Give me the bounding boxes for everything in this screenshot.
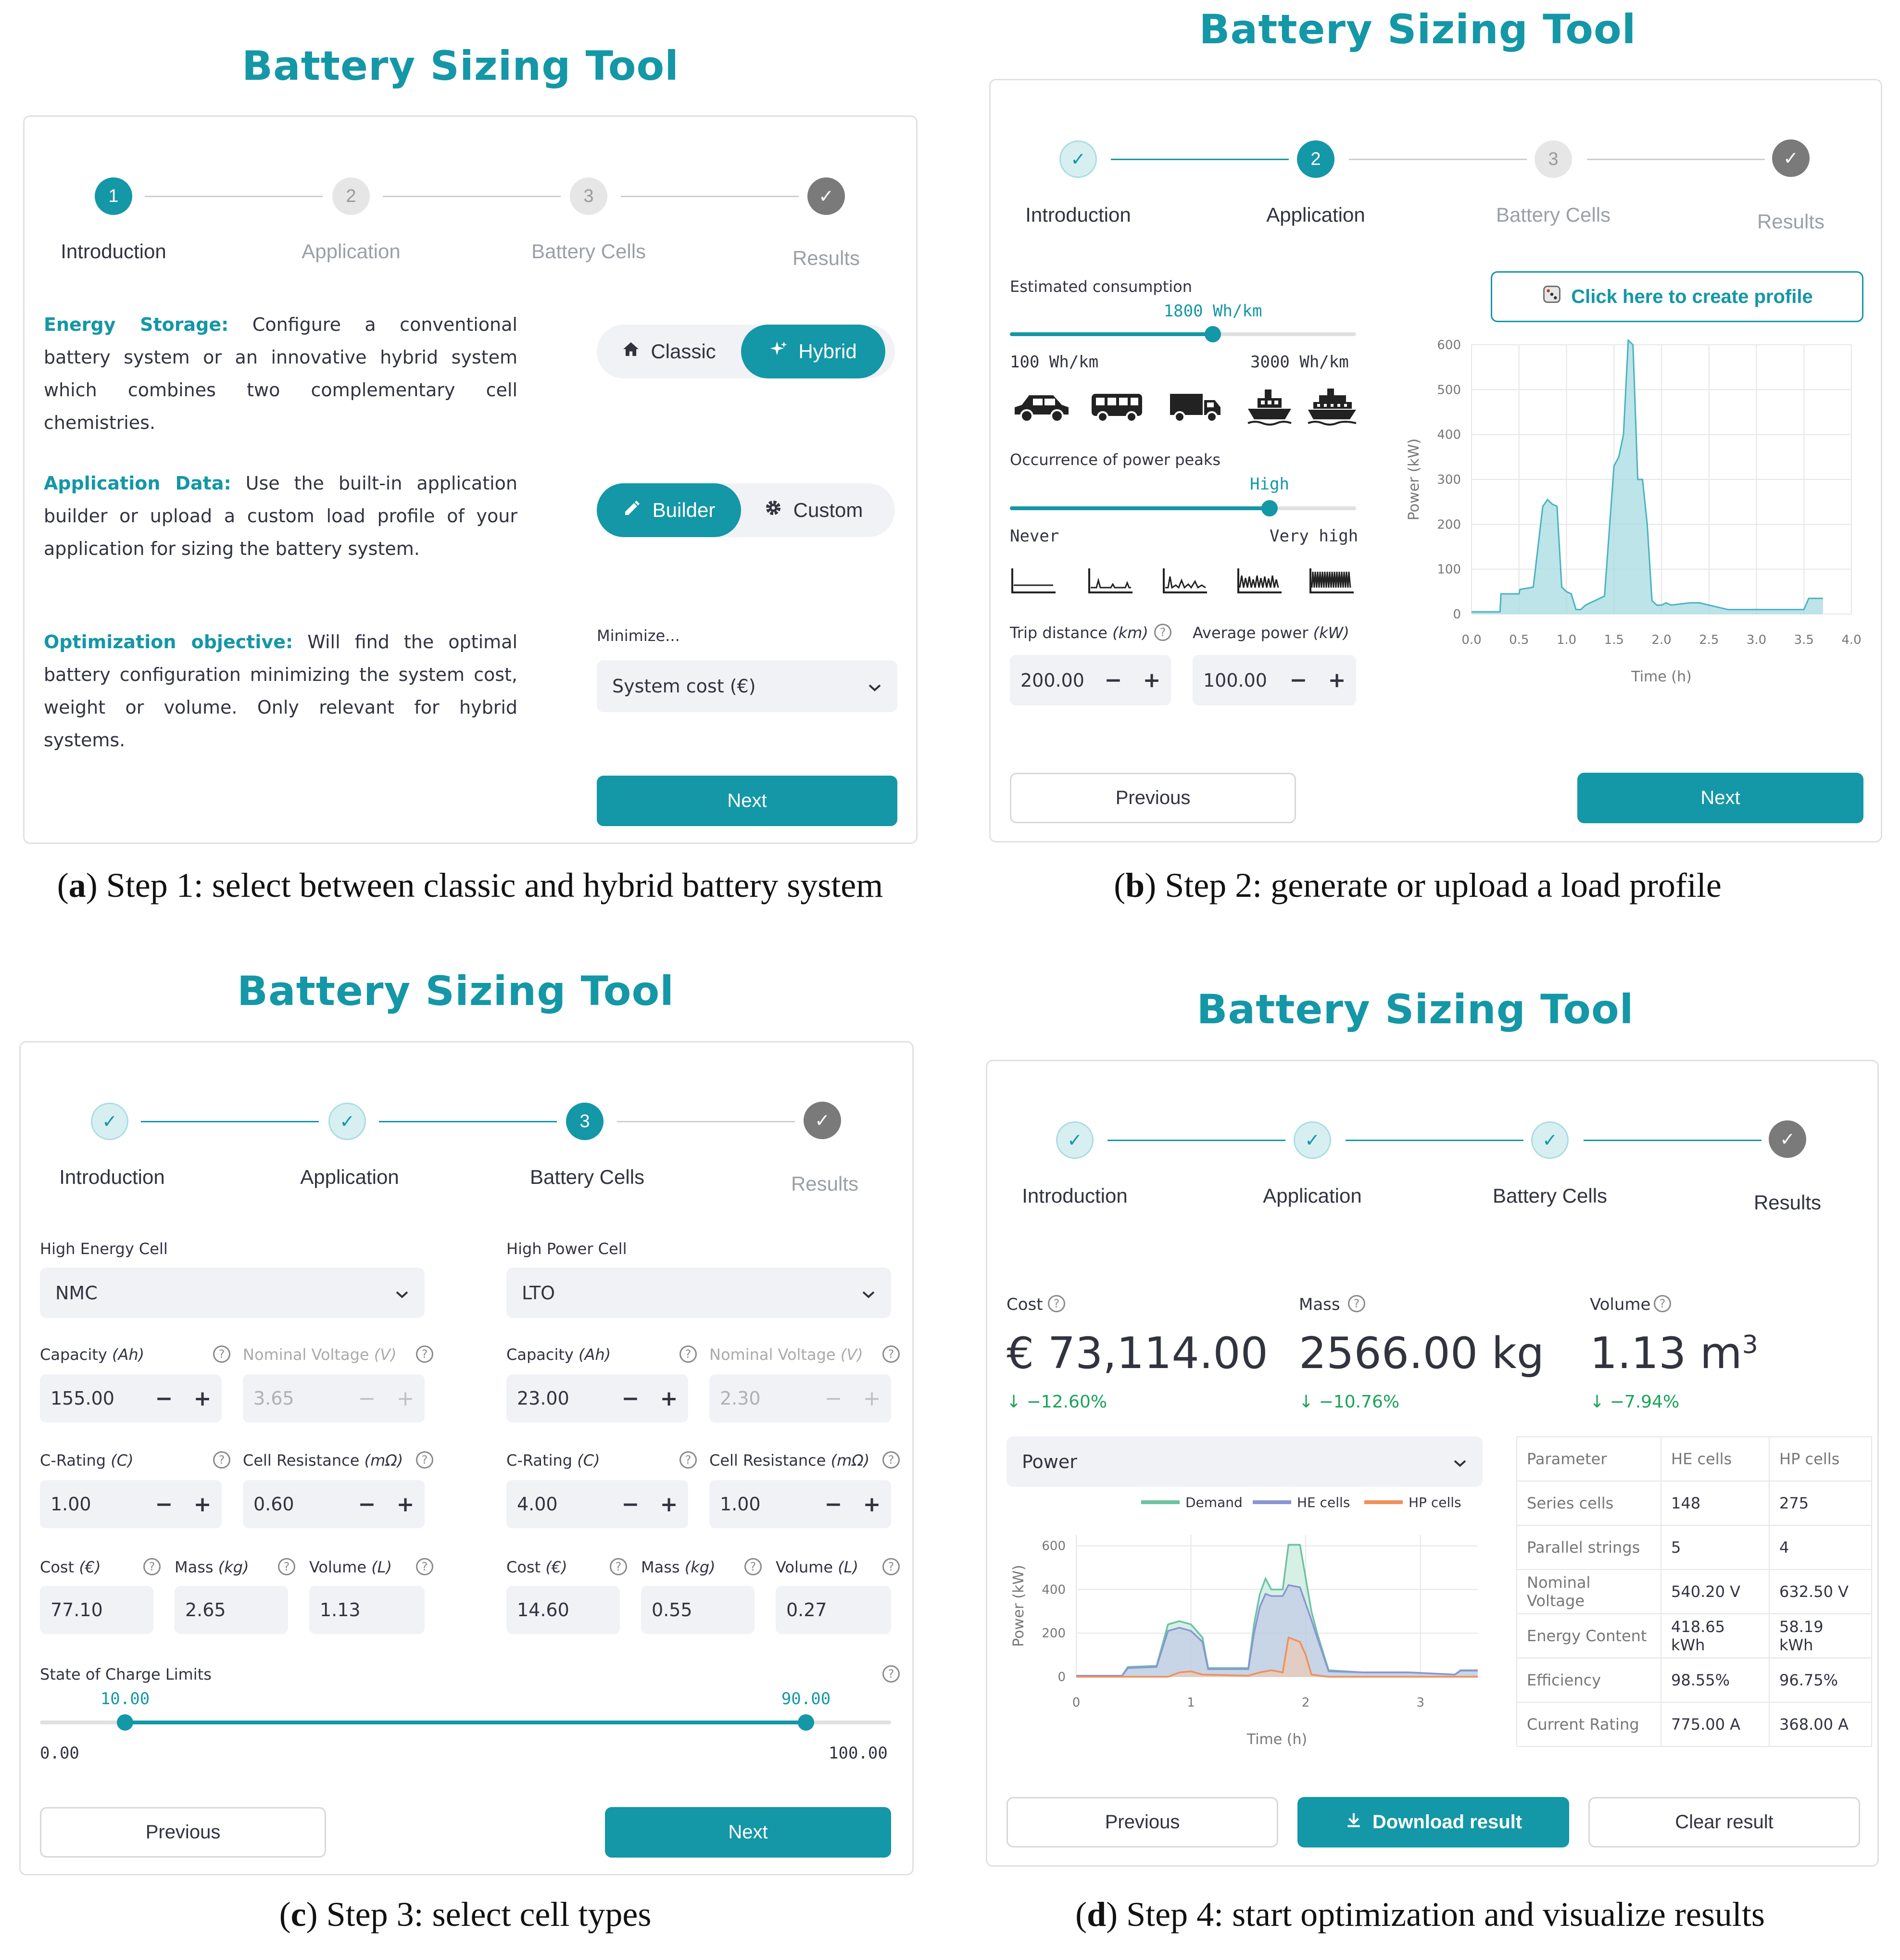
consumption-slider-fill xyxy=(1010,332,1213,336)
cost-label: Cost xyxy=(1007,1295,1043,1314)
step-connector xyxy=(383,196,561,197)
results-table xyxy=(1516,1436,1872,1747)
wizard-card xyxy=(19,1041,914,1875)
table-cell: Series cells xyxy=(1517,1481,1661,1525)
y-tick-label: 0 xyxy=(1057,1670,1066,1684)
step-2-circle[interactable]: 2 xyxy=(1297,140,1334,178)
he-cost-label: Cost (€) xyxy=(40,1558,101,1576)
caption-b: (b) Step 2: generate or upload a load profile xyxy=(1114,866,1722,905)
y-tick-label: 600 xyxy=(1437,338,1461,352)
he-volume-label: Volume (L) xyxy=(309,1558,392,1576)
table-cell: 96.75% xyxy=(1769,1658,1872,1702)
step-connector xyxy=(621,196,799,197)
step-label-application: Application xyxy=(1263,1184,1362,1207)
he-mass-label: Mass (kg) xyxy=(175,1558,249,1576)
minimize-label: Minimize... xyxy=(597,627,680,645)
arrow-down-icon: ↓ xyxy=(1590,1392,1605,1412)
he-volume-input[interactable]: 1.13 xyxy=(309,1586,425,1634)
increment-button[interactable]: + xyxy=(660,1492,678,1517)
tool-title: Battery Sizing Tool xyxy=(242,42,679,89)
soc-label: State of Charge Limits xyxy=(40,1665,212,1684)
load-profile-chart xyxy=(1406,330,1875,725)
he-voltage-input: 3.65 − + xyxy=(243,1374,425,1422)
few-peaks-icon[interactable] xyxy=(1087,566,1135,597)
help-icon[interactable]: ? xyxy=(744,1558,762,1575)
tool-title: Battery Sizing Tool xyxy=(1196,986,1634,1033)
x-tick-label: 3.0 xyxy=(1746,633,1767,647)
series-area xyxy=(1076,1585,1478,1677)
table-cell: 58.19 kWh xyxy=(1769,1614,1872,1658)
table-header-row xyxy=(1517,1437,1872,1481)
hp-capacity-label: Capacity (Ah) xyxy=(506,1345,611,1364)
table-cell: 275 xyxy=(1769,1481,1872,1525)
peaks-slider-handle[interactable] xyxy=(1261,500,1278,516)
results-check-icon[interactable]: ✓ xyxy=(807,177,845,215)
y-tick-label: 400 xyxy=(1437,427,1461,442)
step-label-results: Results xyxy=(791,1172,859,1195)
step-connector xyxy=(1346,1140,1523,1141)
peaks-max: Very high xyxy=(1270,527,1359,546)
chevron-down-icon xyxy=(1453,1451,1467,1472)
arrow-down-icon: ↓ xyxy=(1007,1392,1021,1412)
step-connector xyxy=(1111,159,1289,160)
hp-resistance-input[interactable]: 1.00 − + xyxy=(709,1480,891,1528)
mass-label: Mass xyxy=(1299,1295,1340,1314)
soc-high-value: 90.00 xyxy=(781,1689,831,1709)
he-cost-input[interactable]: 77.10 xyxy=(40,1586,153,1634)
optimization-text: Optimization objective: Will find the optimal battery configuration minimizing the system cost, weight or volume. Only relevant for hybrid systems. xyxy=(44,631,517,751)
profile-source-toggle xyxy=(597,483,895,537)
step-connector xyxy=(141,1121,319,1122)
energy-storage-text: Energy Storage: Configure a conventional battery system or an innovative hybrid system which combines two complementary cell chemistries. xyxy=(44,314,517,433)
results-check-icon[interactable]: ✓ xyxy=(1769,1120,1806,1158)
hp-mass-label: Mass (kg) xyxy=(641,1558,716,1576)
hp-volume-label: Volume (L) xyxy=(776,1558,858,1576)
very-many-peaks-icon[interactable] xyxy=(1308,566,1356,597)
table-row xyxy=(1517,1481,1872,1525)
legend-label: HE cells xyxy=(1297,1495,1350,1510)
wizard-card xyxy=(989,79,1882,842)
hp-resistance-label: Cell Resistance (mΩ) xyxy=(709,1451,870,1470)
step-label-results: Results xyxy=(1753,1191,1822,1214)
caption-a: (a) Step 1: select between classic and hybrid battery system xyxy=(57,866,883,905)
step-label-battery-cells: Battery Cells xyxy=(531,240,646,263)
wizard-card xyxy=(986,1060,1879,1867)
step-label-introduction: Introduction xyxy=(59,1166,165,1188)
decrement-button[interactable]: − xyxy=(1104,668,1122,692)
x-tick-label: 2 xyxy=(1301,1696,1310,1710)
tool-title: Battery Sizing Tool xyxy=(237,967,674,1015)
he-cell-select[interactable]: NMC xyxy=(40,1268,425,1318)
hp-cell-select[interactable]: LTO xyxy=(506,1268,891,1318)
step-1-check-icon[interactable]: ✓ xyxy=(91,1103,128,1140)
help-icon[interactable]: ? xyxy=(143,1558,161,1575)
step-label-results: Results xyxy=(792,247,860,269)
volume-value: 1.13 $m^3$ xyxy=(1590,1328,1758,1379)
trip-distance-label: Trip distance (km) xyxy=(1010,624,1148,642)
increment-button[interactable]: + xyxy=(396,1492,415,1517)
hp-cost-input[interactable]: 14.60 xyxy=(506,1586,620,1634)
step-3-circle[interactable]: 3 xyxy=(566,1103,604,1140)
previous-button[interactable]: Previous xyxy=(40,1807,326,1858)
chevron-down-icon xyxy=(868,676,882,697)
soc-low-handle[interactable] xyxy=(117,1714,133,1731)
caption-d: (d) Step 4: start optimization and visualize results xyxy=(1075,1895,1765,1934)
he-crate-input[interactable]: 1.00 − + xyxy=(40,1480,222,1528)
table-cell: Energy Content xyxy=(1517,1614,1661,1658)
table-cell: 5 xyxy=(1661,1525,1769,1570)
many-peaks-icon[interactable] xyxy=(1236,566,1284,597)
decrement-button[interactable]: − xyxy=(824,1492,843,1517)
step-label-introduction: Introduction xyxy=(1025,203,1131,226)
increment-button[interactable]: + xyxy=(193,1492,212,1517)
legend-label: HP cells xyxy=(1409,1495,1461,1510)
decrement-button[interactable]: − xyxy=(1289,668,1308,692)
help-icon[interactable]: ? xyxy=(679,1345,697,1363)
hp-voltage-label: Nominal Voltage (V) xyxy=(709,1345,863,1364)
custom-button[interactable]: Custom xyxy=(741,483,885,537)
help-icon[interactable]: ? xyxy=(1654,1295,1671,1312)
help-icon[interactable]: ? xyxy=(416,1451,433,1469)
step-label-battery-cells: Battery Cells xyxy=(1496,203,1611,226)
help-icon[interactable]: ? xyxy=(1048,1295,1065,1312)
he-crate-label: C-Rating (C) xyxy=(40,1451,134,1470)
chevron-down-icon xyxy=(861,1282,876,1304)
cost-delta: ↓ −12.60% xyxy=(1007,1392,1107,1412)
x-tick-label: 2.0 xyxy=(1651,633,1672,647)
step-connector xyxy=(1584,1140,1762,1141)
hp-volume-input[interactable]: 0.27 xyxy=(776,1586,891,1634)
table-row xyxy=(1517,1658,1872,1702)
hp-crate-label: C-Rating (C) xyxy=(506,1451,600,1470)
volume-delta: ↓ −7.94% xyxy=(1590,1392,1680,1412)
table-header-cell: HP cells xyxy=(1769,1437,1872,1481)
table-cell: 632.50 V xyxy=(1769,1570,1872,1614)
previous-button[interactable]: Previous xyxy=(1007,1797,1278,1847)
previous-button[interactable]: Previous xyxy=(1010,773,1296,823)
caption-c: (c) Step 3: select cell types xyxy=(279,1895,652,1934)
consumption-min: 100 Wh/km xyxy=(1010,352,1099,372)
some-peaks-icon[interactable] xyxy=(1161,566,1209,597)
hp-mass-input[interactable]: 0.55 xyxy=(641,1586,755,1634)
step-2-check-icon[interactable]: ✓ xyxy=(328,1103,366,1140)
soc-max: 100.00 xyxy=(829,1744,888,1763)
help-icon[interactable]: ? xyxy=(416,1558,433,1575)
help-icon[interactable]: ? xyxy=(679,1451,697,1469)
help-icon[interactable]: ? xyxy=(416,1345,433,1363)
download-icon xyxy=(1345,1811,1363,1834)
y-tick-label: 300 xyxy=(1437,473,1461,487)
step-label-results: Results xyxy=(1757,210,1825,233)
storage-type-toggle xyxy=(597,325,895,378)
x-tick-label: 3.5 xyxy=(1794,633,1814,647)
decrement-button[interactable]: − xyxy=(621,1492,640,1517)
soc-slider-fill xyxy=(125,1721,806,1724)
peaks-min: Never xyxy=(1010,527,1059,546)
decrement-button: − xyxy=(358,1386,376,1411)
he-mass-input[interactable]: 2.65 xyxy=(175,1586,288,1634)
step-connector xyxy=(379,1121,557,1122)
decrement-button[interactable]: − xyxy=(621,1386,640,1411)
he-capacity-input[interactable]: 155.00 − + xyxy=(40,1374,222,1422)
step-connector xyxy=(1107,1140,1285,1141)
legend-label: Demand xyxy=(1185,1495,1243,1510)
table-row xyxy=(1517,1525,1872,1570)
y-tick-label: 0 xyxy=(1453,607,1461,622)
step-3-circle[interactable]: 3 xyxy=(570,177,607,215)
step-label-introduction: Introduction xyxy=(1022,1184,1128,1207)
next-button[interactable]: Next xyxy=(1577,773,1863,823)
bus-icon[interactable] xyxy=(1089,388,1145,429)
decrement-button[interactable]: − xyxy=(155,1492,173,1517)
increment-button: + xyxy=(396,1386,415,1411)
pencil-icon xyxy=(623,498,642,522)
no-peaks-icon[interactable] xyxy=(1010,566,1058,597)
step-label-application: Application xyxy=(300,1166,399,1188)
y-axis-label: Power (kW) xyxy=(1406,438,1422,521)
table-row xyxy=(1517,1702,1872,1746)
help-icon[interactable]: ? xyxy=(882,1345,900,1363)
dice-icon xyxy=(1541,284,1562,310)
increment-button[interactable]: + xyxy=(863,1492,881,1517)
truck-icon[interactable] xyxy=(1168,388,1223,429)
classic-button[interactable]: Classic xyxy=(597,325,741,378)
table-cell: 368.00 A xyxy=(1769,1702,1872,1746)
gear-icon xyxy=(764,498,783,522)
mass-value: 2566.00 kg xyxy=(1299,1328,1545,1379)
help-icon[interactable]: ? xyxy=(1348,1295,1365,1312)
trip-distance-input[interactable]: 200.00 − + xyxy=(1010,655,1171,705)
y-tick-label: 200 xyxy=(1437,517,1461,532)
home-icon xyxy=(622,340,640,363)
y-tick-label: 200 xyxy=(1042,1626,1066,1641)
y-tick-label: 100 xyxy=(1437,562,1461,577)
increment-button[interactable]: + xyxy=(1328,668,1346,692)
soc-low-value: 10.00 xyxy=(100,1689,150,1709)
help-icon[interactable]: ? xyxy=(610,1558,627,1575)
he-resistance-input[interactable]: 0.60 − + xyxy=(243,1480,425,1528)
peaks-slider-fill xyxy=(1010,506,1270,510)
decrement-button: − xyxy=(824,1386,843,1411)
he-resistance-label: Cell Resistance (mΩ) xyxy=(243,1451,403,1470)
tool-title: Battery Sizing Tool xyxy=(1199,6,1636,53)
y-tick-label: 600 xyxy=(1042,1539,1066,1554)
help-icon[interactable]: ? xyxy=(213,1451,230,1469)
x-tick-label: 4.0 xyxy=(1841,633,1862,647)
table-row xyxy=(1517,1614,1872,1658)
table-cell: 775.00 A xyxy=(1661,1702,1769,1746)
table-cell: 148 xyxy=(1661,1481,1769,1525)
application-data-text: Application Data: Use the built-in application builder or upload a custom load profile of your application for sizing the battery system. xyxy=(44,473,517,559)
x-tick-label: 1.0 xyxy=(1556,633,1577,647)
download-result-button[interactable]: Download result xyxy=(1297,1797,1569,1847)
panel-d xyxy=(950,938,1900,1960)
results-check-icon[interactable]: ✓ xyxy=(1772,139,1810,177)
sparkle-icon xyxy=(769,340,788,363)
results-check-icon[interactable]: ✓ xyxy=(804,1102,841,1139)
plot-select[interactable]: Power xyxy=(1007,1436,1483,1487)
table-cell: Parallel strings xyxy=(1517,1525,1661,1570)
step-3-circle[interactable]: 3 xyxy=(1535,140,1572,178)
hybrid-button[interactable]: Hybrid xyxy=(741,325,885,378)
x-axis-label: Time (h) xyxy=(1246,1731,1308,1748)
step-2-circle[interactable]: 2 xyxy=(332,177,370,215)
chevron-down-icon xyxy=(395,1282,409,1304)
x-tick-label: 0 xyxy=(1072,1696,1081,1710)
table-cell: Current Rating xyxy=(1517,1702,1661,1746)
hp-cost-label: Cost (€) xyxy=(506,1558,567,1576)
builder-button[interactable]: Builder xyxy=(597,483,741,537)
consumption-value: 1800 Wh/km xyxy=(1163,302,1262,321)
step-3-check-icon[interactable]: ✓ xyxy=(1531,1121,1569,1159)
help-icon[interactable]: ? xyxy=(882,1451,900,1469)
hp-crate-input[interactable]: 4.00 − + xyxy=(506,1480,688,1528)
ship-icon[interactable] xyxy=(1246,386,1294,429)
hp-capacity-input[interactable]: 23.00 − + xyxy=(506,1374,688,1422)
consumption-max: 3000 Wh/km xyxy=(1250,352,1349,372)
table-cell: Nominal Voltage xyxy=(1517,1570,1661,1614)
help-icon[interactable]: ? xyxy=(882,1558,900,1575)
step-label-application: Application xyxy=(1266,203,1365,226)
panel-b xyxy=(950,0,1900,938)
table-header-cell: HE cells xyxy=(1661,1437,1769,1481)
increment-button: + xyxy=(863,1386,881,1411)
peaks-value: High xyxy=(1250,475,1289,494)
step-connector xyxy=(1349,159,1527,160)
decrement-button[interactable]: − xyxy=(358,1492,376,1517)
step-1-check-icon[interactable]: ✓ xyxy=(1056,1121,1094,1159)
table-cell: 540.20 V xyxy=(1661,1570,1769,1614)
he-voltage-label: Nominal Voltage (V) xyxy=(243,1345,397,1364)
y-tick-label: 500 xyxy=(1437,383,1461,398)
step-1-check-icon[interactable]: ✓ xyxy=(1059,140,1097,178)
average-power-input[interactable]: 100.00 − + xyxy=(1193,655,1356,705)
x-axis-label: Time (h) xyxy=(1631,668,1692,685)
consumption-slider-handle[interactable] xyxy=(1205,326,1221,342)
next-button[interactable]: Next xyxy=(605,1807,891,1858)
peaks-label: Occurrence of power peaks xyxy=(1010,451,1221,469)
help-icon[interactable]: ? xyxy=(1154,624,1171,641)
panel-c xyxy=(0,938,950,1960)
step-2-check-icon[interactable]: ✓ xyxy=(1294,1121,1331,1159)
arrow-down-icon: ↓ xyxy=(1299,1392,1314,1412)
x-tick-label: 3 xyxy=(1416,1696,1424,1710)
create-profile-button[interactable]: Click here to create profile xyxy=(1491,271,1863,322)
next-button[interactable]: Next xyxy=(597,776,897,826)
step-label-introduction: Introduction xyxy=(61,240,166,263)
consumption-label: Estimated consumption xyxy=(1010,277,1193,296)
step-connector xyxy=(145,196,323,197)
clear-result-button[interactable]: Clear result xyxy=(1588,1797,1860,1847)
average-power-label: Average power (kW) xyxy=(1193,624,1349,642)
cruise-ship-icon[interactable] xyxy=(1306,386,1359,429)
increment-button[interactable]: + xyxy=(193,1386,212,1411)
panel-a xyxy=(0,0,950,938)
table-cell: 98.55% xyxy=(1661,1658,1769,1702)
hp-cell-title: High Power Cell xyxy=(506,1240,627,1258)
he-capacity-label: Capacity (Ah) xyxy=(40,1345,145,1364)
soc-min: 0.00 xyxy=(40,1744,79,1763)
power-split-chart xyxy=(1002,1492,1487,1799)
hp-voltage-input: 2.30 − + xyxy=(709,1374,891,1422)
mass-delta: ↓ −10.76% xyxy=(1299,1392,1400,1412)
volume-label: Volume xyxy=(1590,1295,1651,1314)
x-tick-label: 2.5 xyxy=(1699,633,1719,647)
table-cell: 418.65 kWh xyxy=(1661,1614,1769,1658)
x-tick-label: 0.5 xyxy=(1509,633,1529,647)
x-tick-label: 1 xyxy=(1187,1696,1195,1710)
help-icon[interactable]: ? xyxy=(278,1558,295,1575)
wizard-card xyxy=(23,115,918,844)
y-tick-label: 400 xyxy=(1042,1583,1066,1597)
soc-high-handle[interactable] xyxy=(798,1714,814,1731)
x-tick-label: 0.0 xyxy=(1461,633,1482,647)
step-1-circle[interactable]: 1 xyxy=(95,177,132,215)
cost-value: € 73,114.00 xyxy=(1007,1328,1268,1379)
table-cell: Efficiency xyxy=(1517,1658,1661,1702)
car-icon[interactable] xyxy=(1010,388,1072,429)
table-row xyxy=(1517,1570,1872,1614)
step-label-battery-cells: Battery Cells xyxy=(529,1166,645,1188)
increment-button[interactable]: + xyxy=(1143,668,1161,692)
he-cell-title: High Energy Cell xyxy=(40,1240,168,1258)
step-label-battery-cells: Battery Cells xyxy=(1492,1184,1608,1207)
profile-area xyxy=(1472,340,1823,614)
help-icon[interactable]: ? xyxy=(213,1345,230,1363)
increment-button[interactable]: + xyxy=(660,1386,678,1411)
step-connector xyxy=(617,1121,795,1122)
x-tick-label: 1.5 xyxy=(1604,633,1624,647)
help-icon[interactable]: ? xyxy=(882,1665,900,1683)
minimize-select[interactable]: System cost (€) xyxy=(597,660,897,712)
y-axis-label: Power (kW) xyxy=(1010,1565,1027,1647)
decrement-button[interactable]: − xyxy=(155,1386,173,1411)
step-connector xyxy=(1587,159,1765,160)
table-cell: 4 xyxy=(1769,1525,1872,1570)
table-header-cell: Parameter xyxy=(1517,1437,1661,1481)
step-label-application: Application xyxy=(302,240,401,263)
